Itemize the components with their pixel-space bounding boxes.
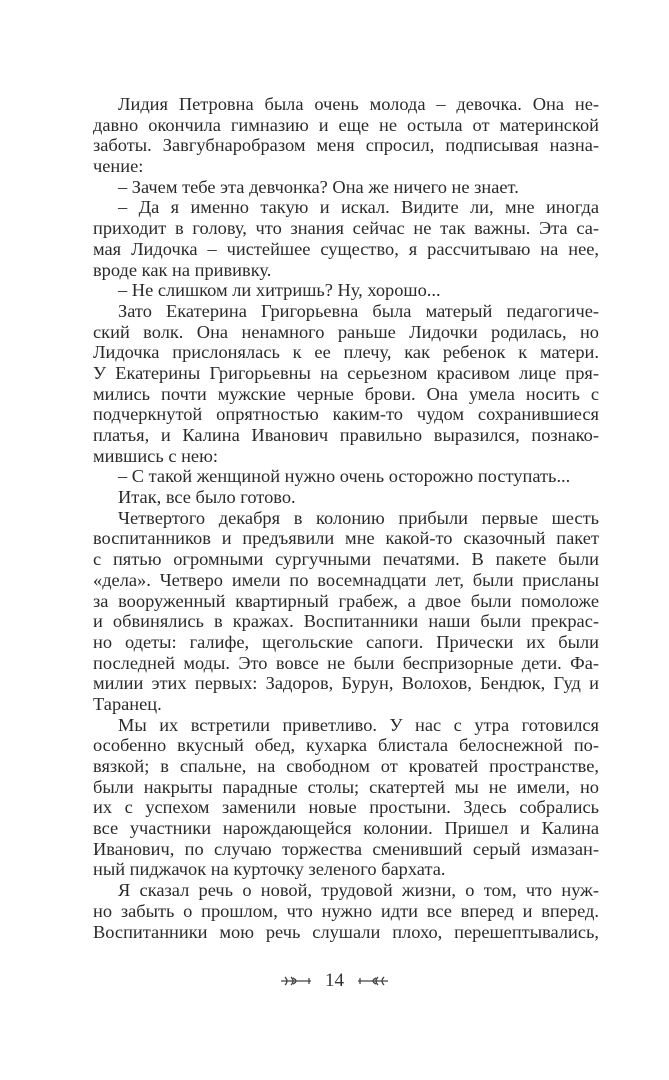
text-line: Зато Екатерина Григорьевна была матерый педагогиче- <box>118 300 599 321</box>
text-line: чение: <box>93 156 144 177</box>
text-line: мая Лидочка – чистейшее существо, я рассчитываю на нее, <box>93 238 599 259</box>
text-line: вроде как на прививку. <box>93 259 272 280</box>
text-line: особенно вкусный обед, кухарка блистала белоснежной по- <box>93 735 599 756</box>
text-line: давно окончила гимназию и еще не остыла от материнской <box>93 114 599 135</box>
text-line: но одеты: галифе, щегольские сапоги. Прически их были <box>93 631 599 652</box>
text-line: подчеркнутой опрятностью каким-то чудом сохранившиеся <box>93 404 599 425</box>
text-line: с пятью огромными сургучными печатями. В пакете были <box>93 549 599 570</box>
page-number: 14 <box>325 970 344 991</box>
text-line: вязкой; в спальне, на свободном от кроватей пространстве, <box>93 756 599 776</box>
text-line: ский волк. Она ненамного раньше Лидочки родилась, но <box>93 321 599 342</box>
text-line: последней моды. Это вовсе не были беспризорные дети. Фа- <box>93 652 599 673</box>
text-line: их с успехом заменили новые простыни. Здесь собрались <box>93 797 599 818</box>
text-line: «дела». Четверо имели по восемнадцати лет, были присланы <box>93 569 599 590</box>
text-line: Я сказал речь о новой, трудовой жизни, о том, что нуж- <box>118 880 599 901</box>
text-line: Иванович, по случаю торжества сменивший серый измазан- <box>93 838 599 859</box>
text-line: Мы их встретили приветливо. У нас с утра готовился <box>118 714 599 735</box>
text-line: заботы. Завгубнаробразом меня спросил, подписывая назна- <box>93 135 599 156</box>
text-line: Итак, все было готово. <box>118 487 296 508</box>
text-line: но забыть о прошлом, что нужно идти все вперед и вперед. <box>93 900 599 921</box>
ornament-right-icon <box>356 974 390 988</box>
text-line: Лидочка прислонялась к ее плечу, как ребенок к матери. <box>93 342 599 363</box>
ornament-left-icon <box>279 974 313 988</box>
body-text <box>93 94 599 942</box>
text-line: Таранец. <box>93 693 162 714</box>
text-line: Воспитанники мою речь слушали плохо, перешептывались, <box>93 921 599 942</box>
page-footer <box>0 970 669 992</box>
text-line: все участники нарождающейся колонии. Пришел и Калина <box>93 818 599 839</box>
text-line: – Да я именно такую и искал. Видите ли, мне иногда <box>118 197 599 218</box>
text-line: за вооруженный квартирный грабеж, а двое были помоложе <box>93 590 599 611</box>
text-line: Лидия Петровна была очень молода – девочка. Она не- <box>118 94 599 114</box>
text-line: Четвертого декабря в колонию прибыли первые шесть <box>118 507 599 528</box>
text-line: приходит в голову, что знания сейчас не так важны. Эта са- <box>93 218 599 239</box>
text-line: – Не слишком ли хитришь? Ну, хорошо... <box>118 280 441 301</box>
text-line: мились почти мужские черные брови. Она умела носить с <box>93 383 599 404</box>
text-line: были накрыты парадные столы; скатертей мы не имели, но <box>93 776 599 797</box>
text-line: мившись с нею: <box>93 445 218 466</box>
text-line: – Зачем тебе эта девчонка? Она же ничего не знает. <box>118 176 519 197</box>
text-line: милии этих первых: Задоров, Бурун, Волохов, Бендюк, Гуд и <box>93 673 599 694</box>
text-line: ный пиджачок на курточку зеленого бархата. <box>93 859 446 880</box>
text-line: – С такой женщиной нужно очень осторожно поступать... <box>118 466 571 487</box>
text-line: воспитанников и предъявили мне какой-то сказочный пакет <box>93 528 599 549</box>
text-line: и обвинялись в кражах. Воспитанники наши были прекрас- <box>93 611 599 632</box>
text-line: платья, и Калина Иванович правильно выразился, познако- <box>93 425 599 445</box>
text-line: У Екатерины Григорьевны на серьезном красивом лице пря- <box>93 362 599 383</box>
